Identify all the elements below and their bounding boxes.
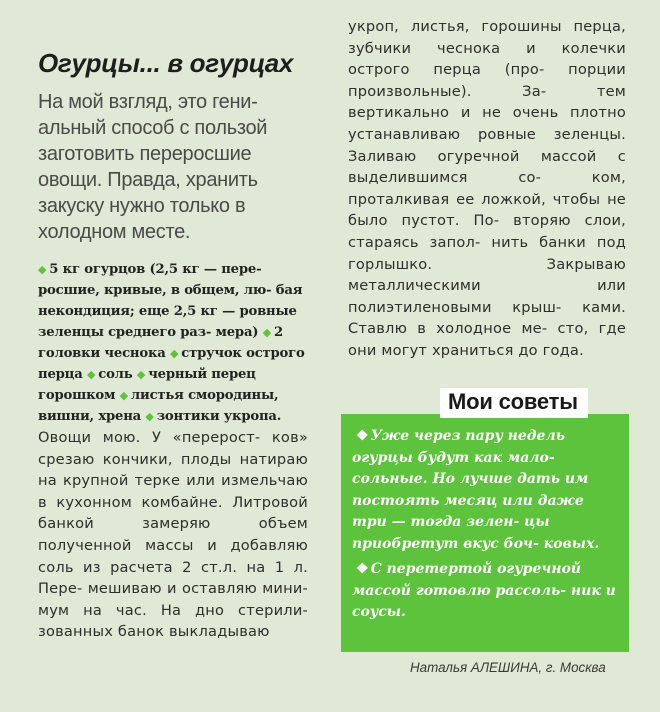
ingredient-list	[38, 259, 308, 427]
ingredient-item: стручок острого перца	[38, 346, 305, 382]
tips-heading: Мои советы	[440, 388, 588, 418]
tip-item	[352, 559, 616, 624]
tip-text: С перетертой огуречной массой готовлю рассоль- ник и соусы.	[352, 561, 616, 620]
method-text-left: Овощи мою. У «перерост- ков» срезаю кончики, плоды натираю на крупной терке или измельчаю в кухонном комбайне. Литровой банкой замеряю объем полученной массы и добавляю соль из расчета 2 ст.л. на 1 л. Пере- мешиваю и оставляю мини- мум на час. На дно стерили- зованных банок выкладываю	[38, 429, 308, 641]
ingredient-item: зонтики укропа.	[156, 409, 282, 424]
ingredient-item: 2 головки чеснока	[38, 325, 283, 361]
bullet-icon: ◆	[262, 326, 272, 339]
sparkle-icon: ❖	[356, 561, 369, 577]
ingredient-item: черный перец горошком	[38, 367, 256, 403]
bullet-icon: ◆	[119, 389, 128, 402]
method-text-right: укроп, листья, горошины перца, зубчики чеснока и колечки острого перца (про- порции произвольные). За- тем вертикально и не очень плотно устанавливаю ровные зеленцы. Заливаю огуречной массой с выделившимся со- ком, проталкивая ее ложкой, чтобы не было пустот. По- вторяю слои, стараясь запол- нить банки под горлышко. Закрываю металлическими или полиэтиленовыми крыш- ками. Ставлю в холодное ме- сто, где они могут храниться до года.	[348, 18, 626, 359]
tips-list	[352, 426, 616, 628]
ingredient-item: листья смородины, вишни, хрена	[38, 388, 279, 424]
tip-item	[352, 426, 616, 555]
bullet-icon: ◆	[145, 410, 154, 423]
article-title: Огурцы... в огурцах	[38, 48, 294, 78]
bullet-icon: ◆	[38, 263, 47, 276]
bullet-icon: ◆	[86, 368, 96, 381]
right-column	[348, 16, 626, 362]
ingredient-item: 5 кг огурцов (2,5 кг — пере- росшие, кривые, в общем, лю- бая некондиция; еще 2,5 кг — ровные зеленцы среднего раз- мера)	[38, 262, 303, 340]
tip-text: Уже через пару недель огурцы будут как мало- сольные. Но лучше дать им постоять месяц или даже три — тогда зелен- цы приобретут вкус боч- ковых.	[352, 428, 600, 552]
bullet-icon: ◆	[170, 347, 179, 360]
bullet-icon: ◆	[136, 368, 146, 381]
author-signature: Наталья АЛЕШИНА, г. Москва	[410, 660, 606, 675]
ingredient-item: соль	[98, 367, 133, 382]
sparkle-icon: ❖	[356, 428, 369, 444]
left-column	[38, 48, 308, 643]
article-lead: На мой взгляд, это гени- альный способ с пользой заготовить переросшие овощи. Правда, хранить закуску нужно только в холодном месте.	[38, 91, 268, 243]
